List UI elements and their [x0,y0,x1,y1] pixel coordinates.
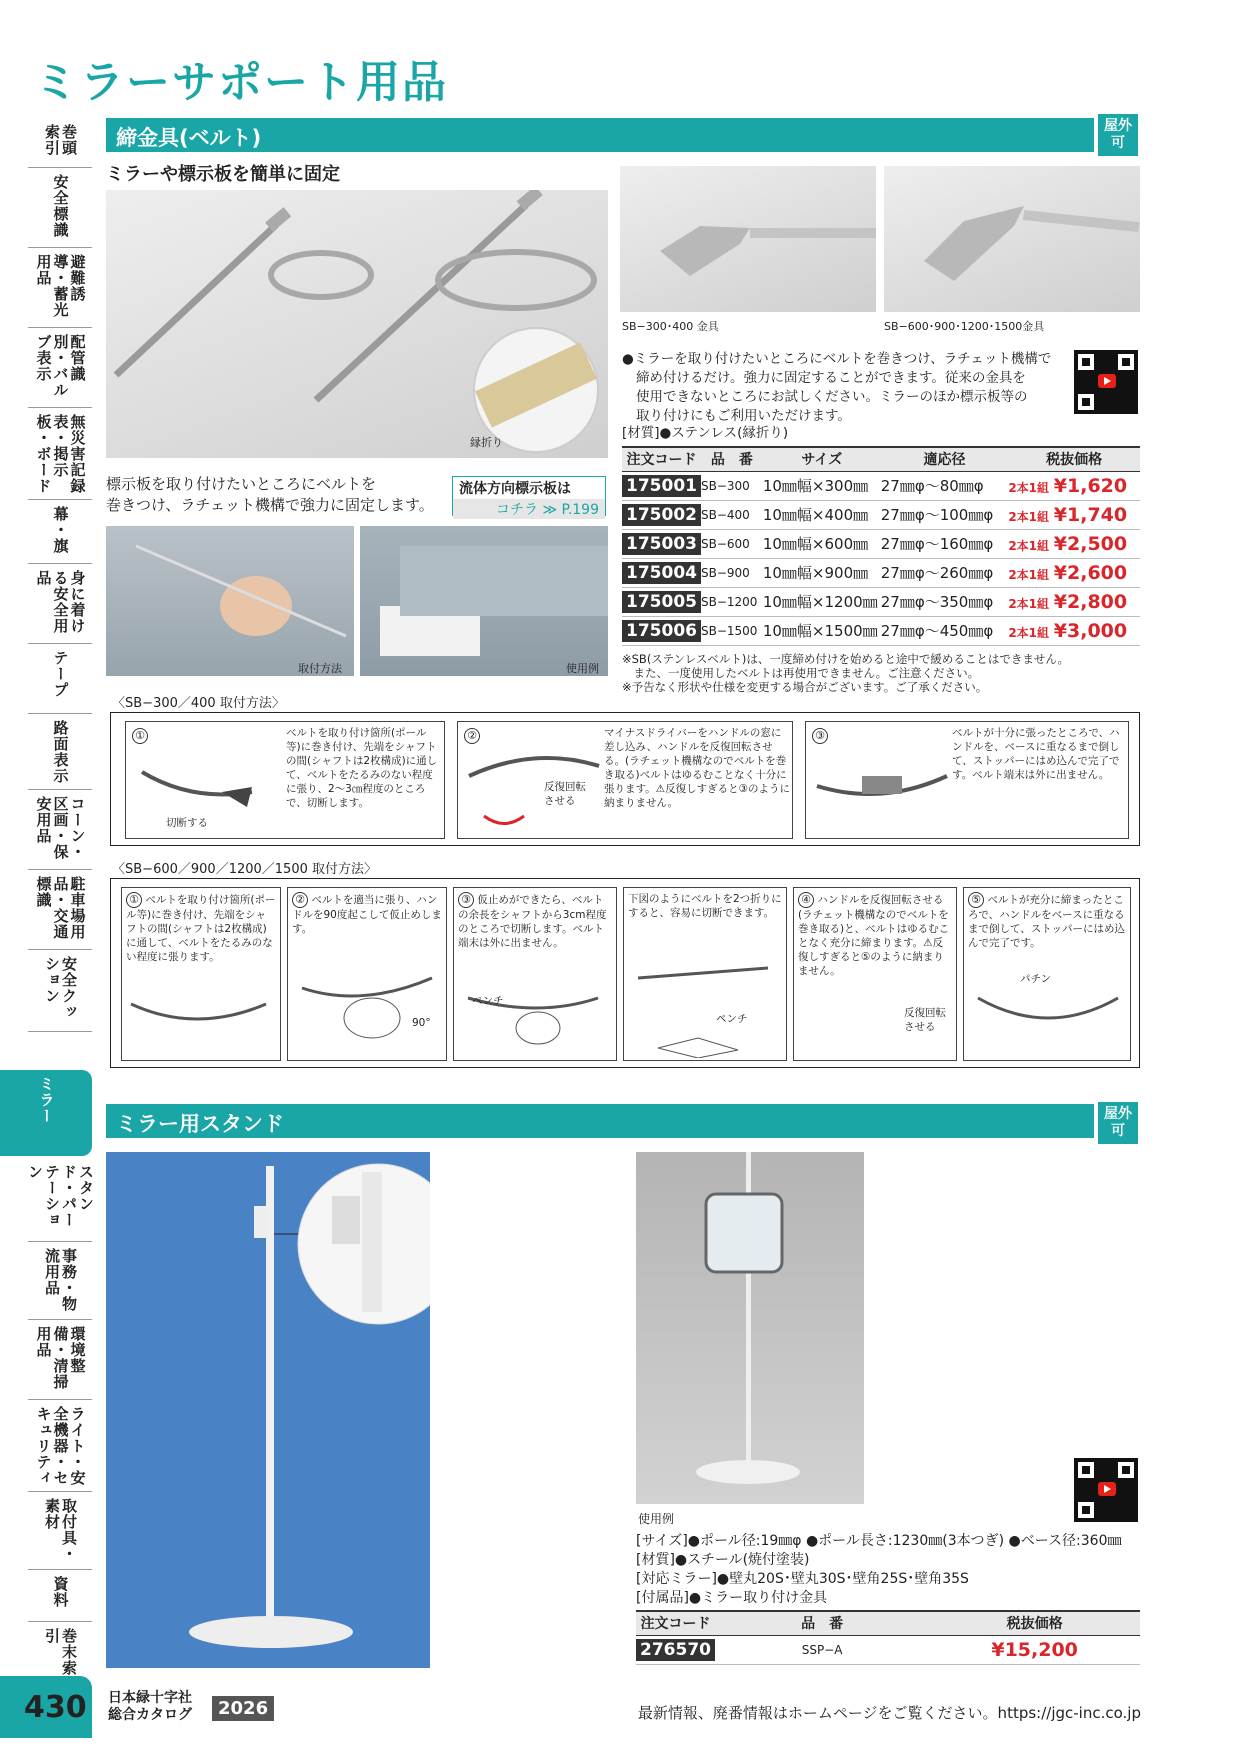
sidebar-item[interactable]: 路面表示 [28,714,92,790]
sidebar-item[interactable]: 巻頭索引 [28,118,92,168]
table-row: 175002 SB−400 10㎜幅×400㎜ 27㎜φ〜100㎜φ 2本1組 ¥1,740 [622,500,1140,529]
col-header: 品 番 [701,447,763,471]
sidebar-item[interactable]: スタンド・パーテーション [28,1158,92,1242]
belt-product-photo [106,190,608,458]
sidebar-item[interactable]: 環境整備・清掃用品 [28,1320,92,1400]
table-row: 276570 SSP−A ¥15,200 [636,1635,1140,1664]
sidebar-item[interactable]: 駐車場用品・交通標識 [28,870,92,950]
table-row: 175006 SB−1500 10㎜幅×1500㎜ 27㎜φ〜450㎜φ 2本1組 ¥3,000 [622,616,1140,645]
sidebar-item[interactable]: ライト・安全機器・セキュリティ [28,1400,92,1492]
how2-step-1: ① ベルトを取り付け箇所(ポール等)に巻き付け、先端をシャフトの間(シャフトは2枚構成)に通して、ベルトをたるみのない程度に張ります。 [121,887,281,1061]
col-header: 税抜価格 [929,1611,1140,1635]
fold-caption: 縁折り [470,436,503,449]
belt-description: ●ミラーを取り付けたいところにベルトを巻きつけ、ラチェット機構で 締め付けるだけ。強力に固定することができます。従来の金具を 使用できないところにお試しください。ミラーのほか標示板等の 取り付けにもご利用いただけます。 [622,351,1052,424]
catalog-name: 日本緑十字社 総合カタログ [108,1690,192,1723]
sidebar-item[interactable]: 資料 [28,1570,92,1622]
sb300-fitting-photo [620,166,876,312]
sidebar-item[interactable]: 幕・旗 [28,500,92,564]
how1-step-2: ② マイナスドライバーをハンドルの窓に差し込み、ハンドルを反復回転させる。(ラチェット機構なのでベルトを巻き取る)ベルトはゆるむことなく十分に張ります。⚠反復しすぎると③のように納まりません。 反復回転させる [457,721,793,839]
usage-example-photo: 使用例 [360,526,608,676]
sidebar-item[interactable]: 配管識別・バルブ表示 [28,328,92,408]
stand-usage-caption: 使用例 [638,1512,675,1526]
sidebar-item[interactable]: 安全クッション [28,950,92,1032]
sb300-caption: SB−300･400 金具 [622,320,719,333]
qr-code-icon[interactable] [1074,350,1138,414]
how1-title: 〈SB−300／400 取付方法〉 [112,696,285,711]
sidebar-item[interactable]: 無災害記録表・掲示板・ボード [28,408,92,500]
stand-price-table [636,1610,1140,1665]
belt-illustration [106,190,608,458]
table-row: 175005 SB−1200 10㎜幅×1200㎜ 27㎜φ〜350㎜φ 2本1組 ¥2,800 [622,587,1140,616]
how1-box [110,712,1140,846]
page-reference-link[interactable]: 流体方向標示板は コチラ ≫ P.199 [452,476,606,516]
col-header: 税抜価格 [1008,447,1140,471]
stand-usage-photo [636,1152,864,1504]
section-band-belt: 締金具(ベルト) [106,118,1094,152]
sidebar-item[interactable]: 安全標識 [28,168,92,248]
how2-title: 〈SB−600／900／1200／1500 取付方法〉 [112,862,377,877]
how1-step-3: ③ ベルトが十分に張ったところで、ハンドルを、ベースに重なるまで倒して、ストッパーにはめ込んで完了です。ベルト端末は外に出ません。 [805,721,1129,839]
sb600-caption: SB−600･900･1200･1500金具 [884,320,1045,333]
belt-notes: ※SB(ステンレスベルト)は、一度締め付けを始めると途中で緩めることはできません。 また、一度使用したベルトは再使用できません。ご注意ください。 ※予告なく形状や仕様を変更する場合がございます。ご了承ください。 [622,652,1070,694]
belt-material: [材質]●ステンレス(縁折り) [622,425,789,441]
table-row: 175001 SB−300 10㎜幅×300㎜ 27㎜φ〜80㎜φ 2本1組 ¥1,620 [622,471,1140,500]
how2-step-4: ④ ハンドルを反復回転させる(ラチェット機構なのでベルトを巻き取る)と、ベルトはゆるむことなく充分に締まります。⚠反復しすぎると⑤のように納まりません。 反復回転させる [793,887,957,1061]
sb600-fitting-photo [884,166,1140,312]
col-header: 注文コード [636,1611,715,1635]
table-row: 175004 SB−900 10㎜幅×900㎜ 27㎜φ〜260㎜φ 2本1組 ¥2,600 [622,558,1140,587]
outdoor-badge: 屋外可 [1098,114,1138,156]
section1-subhead: ミラーや標示板を簡単に固定 [106,164,340,185]
how2-box [110,878,1140,1068]
how2-step-3b: 下図のようにベルトを2つ折りにすると、容易に切断できます。 ペンチ [623,887,787,1061]
how2-step-2: ② ベルトを適当に張り、ハンドルを90度起こして仮止めします。 90° [287,887,447,1061]
stand-specs: [サイズ]●ポール径:19㎜φ ●ポール長さ:1230㎜(3本つぎ) ●ベース径:360㎜ [材質]●スチール(焼付塗装) [対応ミラー]●壁丸20S･壁丸30S･壁角25S･壁角35S [付属品]●ミラー取り付け金具 [636,1533,1122,1606]
footer-note[interactable]: 最新情報、廃番情報はホームページをご覧ください。https://jgc-inc.co.jp [637,1704,1141,1722]
sidebar-item[interactable]: コーン・区画・保安用品 [28,790,92,870]
how2-step-5: ⑤ ベルトが充分に締まったところで、ハンドルをベースに重なるまで倒して、ストッパーにはめ込んで完了です。 パチン [963,887,1131,1061]
belt-price-table [622,446,1140,646]
sidebar-item[interactable]: テープ [28,644,92,714]
signboard-description: 標示板を取り付けたいところにベルトを 巻きつけ、ラチェット機構で強力に固定します。 [106,475,434,514]
page-title: ミラーサポート用品 [34,57,448,108]
sidebar-item[interactable]: 巻末索引 [43,1628,78,1676]
table-row: 175003 SB−600 10㎜幅×600㎜ 27㎜φ〜160㎜φ 2本1組 ¥2,500 [622,529,1140,558]
col-header: サイズ [763,447,881,471]
how2-step-3: ③ 仮止めができたら、ベルトの余長をシャフトから3cm程度のところで切断します。ベルト端末は外に出ません。 ペンチ [453,887,617,1061]
section-band-stand: ミラー用スタンド [106,1104,1094,1138]
sidebar-item[interactable]: 取付具・素材 [28,1492,92,1570]
install-method-photo: 取付方法 [106,526,354,676]
sidebar-item-mirror-active[interactable]: ミラー [0,1070,92,1156]
how1-step-1: ① ベルトを取り付け箇所(ポール等)に巻き付け、先端をシャフトの間(シャフトは2枚構成)に通して、ベルトをたるみのない程度に張り、2〜3㎝程度のところで、切断します。 切断する [125,721,445,839]
stand-product-photo [106,1152,430,1668]
col-header: 適応径 [881,447,1009,471]
page-number: 430 [24,1690,87,1725]
col-header: 品 番 [715,1611,929,1635]
col-header: 注文コード [622,447,701,471]
sidebar-item[interactable]: 身に着ける安全用品 [28,564,92,644]
outdoor-badge: 屋外可 [1098,1102,1138,1144]
catalog-year: 2026 [212,1696,274,1721]
qr-code-icon[interactable] [1074,1458,1138,1522]
sidebar-item[interactable]: 事務・物流用品 [28,1242,92,1320]
sidebar-item[interactable]: 避難誘導・蓄光用品 [28,248,92,328]
